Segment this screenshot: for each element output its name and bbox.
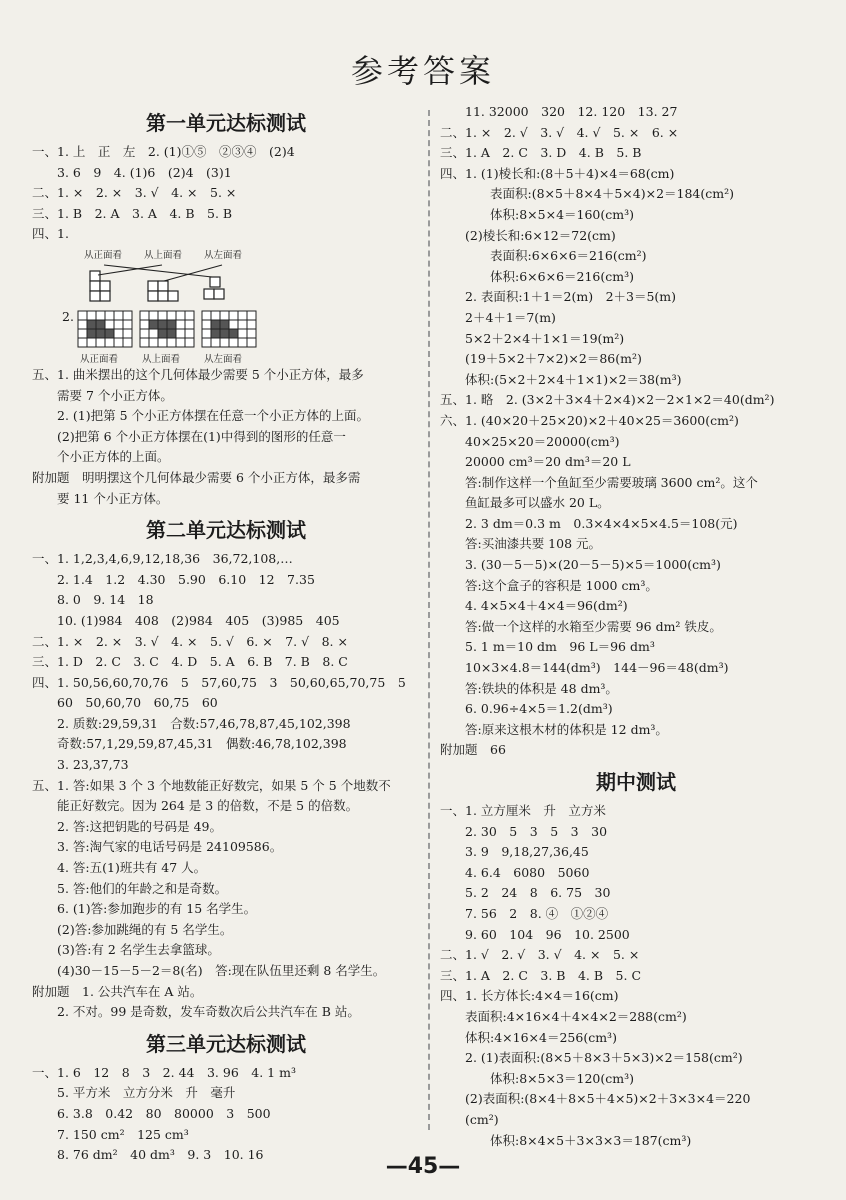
answer-line: 表面积:4×16×4＋4×4×2＝288(cm²)	[440, 1008, 687, 1024]
grid-cell	[229, 311, 238, 320]
grid-cell	[202, 338, 211, 347]
answer-line: 10×3×4.8＝144(dm³) 144－96＝48(dm³)	[440, 660, 729, 676]
answer-line: 2. (1)把第 5 个小正方体摆在任意一个小正方体的上面。	[32, 408, 370, 424]
section-title-unit3: 第三单元达标测试	[146, 1031, 306, 1056]
answer-line: 答:制作这样一个鱼缸至少需要玻璃 3600 cm²。这个	[440, 474, 758, 490]
answer-line: 20000 cm³＝20 dm³＝20 L	[440, 454, 631, 470]
section-title-unit2: 第二单元达标测试	[146, 518, 306, 543]
grid-cell	[238, 320, 247, 329]
view-grid-drawings	[32, 307, 272, 349]
answer-line: 个小正方体的上面。	[32, 449, 170, 465]
unit1-answers	[32, 142, 420, 245]
answer-line: 答:买油漆共要 108 元。	[440, 536, 602, 552]
answer-line: 四、1.	[32, 226, 69, 242]
grid-cell	[96, 338, 105, 347]
grid-cell	[167, 311, 176, 320]
answer-line: 答:原来这根木材的体积是 12 dm³。	[440, 721, 668, 737]
answer-line: 2. 3 dm＝0.3 m 0.3×4×4×5×4.5＝108(元)	[440, 515, 738, 531]
view-grid	[78, 311, 132, 347]
grid-cell	[140, 338, 149, 347]
grid-cell	[238, 311, 247, 320]
answer-line: 二、1. × 2. × 3. √ 4. × 5. √ 6. × 7. √ 8. ×	[32, 633, 348, 649]
grid-cell	[176, 338, 185, 347]
grid-cell	[105, 338, 114, 347]
answer-line: 一、1. 上 正 左 2. (1)①⑤ ②③④ (2)4	[32, 144, 295, 159]
answer-line: 5. 1 m＝10 dm 96 L＝96 dm³	[440, 639, 655, 655]
grid-cell	[96, 311, 105, 320]
answer-line: 六、1. (40×20＋25×20)×2＋40×25＝3600(cm²)	[440, 412, 739, 428]
page-title: 参考答案	[350, 52, 495, 90]
answer-line: 2. 1.4 1.2 4.30 5.90 6.10 12 7.35	[32, 571, 315, 587]
answer-line: 三、1. B 2. A 3. A 4. B 5. B	[32, 205, 233, 221]
grid-cell	[149, 338, 158, 347]
answer-line: 10. (1)984 408 (2)984 405 (3)985 405	[32, 612, 340, 628]
grid-cell	[114, 320, 123, 329]
answer-line: 2. 30 5 3 5 3 30	[440, 823, 608, 839]
grid-cell	[229, 338, 238, 347]
answer-line: (4)30－15－5－2＝8(名) 答:现在队伍里还剩 8 名学生。	[32, 963, 386, 978]
grid-cell	[176, 329, 185, 338]
grid-cell	[211, 320, 220, 329]
grid-cell	[87, 320, 96, 329]
grid-cell	[202, 320, 211, 329]
answer-line: 2. (1)表面积:(8×5＋8×3＋5×3)×2＝158(cm²)	[440, 1050, 743, 1066]
answer-line: 表面积:(8×5＋8×4＋5×4)×2＝184(cm²)	[440, 186, 735, 202]
grid-cell	[220, 338, 229, 347]
answer-line: 附加题 1. 公共汽车在 A 站。	[32, 983, 203, 999]
view-label-front: 从正面看	[84, 249, 123, 261]
answer-line: 2. 表面积:1＋1＝2(m) 2＋3＝5(m)	[440, 289, 677, 305]
answer-line: 4. 4×5×4＋4×4＝96(dm²)	[440, 598, 628, 614]
answer-line: 3. (30－5－5)×(20－5－5)×5＝1000(cm³)	[440, 557, 721, 573]
answer-line: 二、1. √ 2. √ 3. √ 4. × 5. ×	[440, 947, 640, 963]
answer-line: 答:铁块的体积是 48 dm³。	[440, 680, 618, 696]
grid-cell	[114, 311, 123, 320]
answer-line: (2)把第 6 个小正方体摆在(1)中得到的图形的任意一	[32, 428, 346, 444]
grid-cell	[176, 320, 185, 329]
grid-cell	[105, 311, 114, 320]
grid-cell	[185, 311, 194, 320]
view-grid	[140, 311, 194, 347]
answer-line: 3. 9 9,18,27,36,45	[440, 844, 589, 860]
grid-cell	[238, 338, 247, 347]
grid-cell	[114, 338, 123, 347]
grid-cell	[149, 329, 158, 338]
grid-cell	[211, 338, 220, 347]
grid-cell	[185, 338, 194, 347]
three-view-figure-2	[32, 307, 420, 365]
grid-label-left: 从左面看	[204, 353, 243, 365]
grid-cell	[149, 320, 158, 329]
answer-line: 2. 答:这把钥匙的号码是 49。	[32, 818, 222, 834]
answer-line: 鱼缸最多可以盛水 20 L。	[440, 495, 610, 511]
answer-line: 需要 7 个小正方体。	[32, 387, 173, 403]
unit3-answers	[32, 1063, 420, 1166]
grid-cell	[140, 320, 149, 329]
grid-cell	[158, 320, 167, 329]
answer-line: 要 11 个小正方体。	[32, 490, 169, 506]
answer-line: 二、1. × 2. × 3. √ 4. × 5. ×	[32, 185, 237, 201]
answer-line: 3. 6 9 4. (1)6 (2)4 (3)1	[32, 164, 232, 180]
answer-line: 5. 2 24 8 6. 75 30	[440, 885, 611, 901]
answer-line: 5. 答:他们的年龄之和是奇数。	[32, 880, 228, 896]
grid-cell	[78, 311, 87, 320]
answer-line: 40×25×20＝20000(cm³)	[440, 433, 620, 449]
grid-cell	[158, 311, 167, 320]
answer-line: 60 50,60,70 60,75 60	[32, 695, 218, 711]
answer-line: (2)表面积:(8×4＋8×5＋4×5)×2＋3×3×4＝220	[440, 1091, 751, 1107]
answer-line: 体积:(5×2＋2×4＋1×1)×2＝38(m³)	[440, 371, 682, 387]
page-number: —45—	[385, 1154, 461, 1179]
section-title-unit1: 第一单元达标测试	[146, 111, 306, 135]
answer-line: 9. 60 104 96 10. 2500	[440, 926, 630, 942]
grid-cell	[105, 320, 114, 329]
grid-cell	[140, 311, 149, 320]
grid-cell	[87, 329, 96, 338]
grid-cell	[78, 320, 87, 329]
answer-line: 7. 150 cm² 125 cm³	[32, 1126, 189, 1142]
answer-line: (2)答:参加跳绳的有 5 名学生。	[32, 921, 233, 937]
answer-line: 体积:8×5×4＝160(cm³)	[440, 206, 634, 222]
grid-cell	[211, 329, 220, 338]
unit2-answers	[32, 549, 420, 1023]
grid-cell	[123, 311, 132, 320]
answer-line: (19＋5×2＋7×2)×2＝86(m²)	[440, 351, 642, 367]
grid-cell	[220, 311, 229, 320]
answer-line: 8. 76 dm² 40 dm³ 9. 3 10. 16	[32, 1147, 264, 1163]
answer-line: 四、1. 长方体长:4×4＝16(cm)	[440, 988, 619, 1004]
answer-line: 答:这个盒子的容积是 1000 cm³。	[440, 577, 658, 593]
grid-cell	[78, 329, 87, 338]
grid-cell	[185, 320, 194, 329]
grid-cell	[211, 311, 220, 320]
answer-line: (cm²)	[440, 1111, 499, 1127]
unit3-answers-continued	[440, 102, 832, 761]
midterm-answers	[440, 801, 832, 1151]
grid-cell	[167, 329, 176, 338]
answer-line: 4. 答:五(1)班共有 47 人。	[32, 860, 207, 876]
answer-line: 三、1. A 2. C 3. B 4. B 5. C	[440, 967, 642, 983]
grid-cell	[220, 329, 229, 338]
grid-cell	[167, 338, 176, 347]
answer-line: 五、1. 曲米摆出的这个几何体最少需要 5 个小正方体，最多	[32, 366, 364, 382]
grid-cell	[123, 329, 132, 338]
three-view-figure-1	[32, 245, 420, 307]
right-column	[440, 102, 832, 1151]
answer-line: 5. 平方米 立方分米 升 毫升	[32, 1085, 236, 1101]
grid-cell	[149, 311, 158, 320]
answer-line: 11. 32000 320 12. 120 13. 27	[440, 104, 678, 119]
section-title-midterm: 期中测试	[596, 770, 676, 794]
answer-line: 7. 56 2 8. ④ ①②④	[440, 905, 609, 921]
grid-cell	[105, 329, 114, 338]
answer-line: 8. 0 9. 14 18	[32, 592, 154, 608]
grid-cell	[202, 329, 211, 338]
answer-line: 一、1. 1,2,3,4,6,9,12,18,36 36,72,108,…	[32, 551, 293, 567]
answer-line: 2＋4＋1＝7(m)	[440, 309, 556, 325]
answer-line: 奇数:57,1,29,59,87,45,31 偶数:46,78,102,398	[32, 736, 347, 752]
grid-cell	[123, 320, 132, 329]
view-label-left: 从左面看	[204, 249, 243, 261]
view-label-top: 从上面看	[144, 249, 183, 261]
answer-line: 四、1. (1)棱长和:(8＋5＋4)×4＝68(cm)	[440, 165, 675, 181]
answer-line: 能正好数完。因为 264 是 3 的倍数，不是 5 的倍数。	[32, 798, 359, 814]
left-column	[32, 102, 420, 1166]
grid-cell	[202, 311, 211, 320]
answer-line: 附加题 明明摆这个几何体最少需要 6 个小正方体，最多需	[32, 469, 361, 485]
grid-cell	[158, 338, 167, 347]
answer-line: 体积:8×5×3＝120(cm³)	[440, 1070, 634, 1086]
grid-cell	[96, 329, 105, 338]
answer-line: 四、1. 50,56,60,70,76 5 57,60,75 3 50,60,65,70,75 5	[32, 674, 406, 690]
answer-line: (2)棱长和:6×12＝72(cm)	[440, 227, 616, 243]
grid-cell	[247, 338, 256, 347]
answer-line: 附加题 66	[440, 742, 506, 758]
grid-cell	[238, 329, 247, 338]
answer-line: 6. (1)答:参加跑步的有 15 名学生。	[32, 901, 257, 917]
grid-cell	[185, 329, 194, 338]
grid-cell	[114, 329, 123, 338]
column-divider	[428, 110, 430, 1130]
view-grid	[202, 311, 256, 347]
answer-line: 体积:8×4×5＋3×3×3＝187(cm³)	[440, 1132, 692, 1148]
answer-line: (3)答:有 2 名学生去拿篮球。	[32, 942, 220, 958]
grid-cell	[96, 320, 105, 329]
answer-line: 5×2＋2×4＋1×1＝19(m²)	[440, 330, 625, 346]
grid-cell	[247, 311, 256, 320]
answer-line: 三、1. D 2. C 3. C 4. D 5. A 6. B 7. B 8. C	[32, 654, 348, 670]
answer-line: 4. 6.4 6080 5060	[440, 864, 590, 880]
answer-line: 二、1. × 2. √ 3. √ 4. √ 5. × 6. ×	[440, 124, 679, 140]
grid-cell	[140, 329, 149, 338]
answer-line: 一、1. 立方厘米 升 立方米	[440, 803, 606, 818]
answer-line: 体积:6×6×6＝216(cm³)	[440, 268, 634, 284]
answer-line: 2. 质数:29,59,31 合数:57,46,78,87,45,102,398	[32, 715, 351, 731]
answer-line: 三、1. A 2. C 3. D 4. B 5. B	[440, 145, 642, 161]
grid-cell	[158, 329, 167, 338]
answer-line: 五、1. 答:如果 3 个 3 个地数能正好数完，如果 5 个 5 个地数不	[32, 777, 391, 793]
answer-line: 五、1. 略 2. (3×2＋3×4＋2×4)×2－2×1×2＝40(dm²)	[440, 392, 775, 408]
unit1-answers-continued	[32, 365, 420, 509]
grid-cell	[87, 311, 96, 320]
grid-cell	[247, 329, 256, 338]
grid-cell	[167, 320, 176, 329]
answer-line: 2. 不对。99 是奇数，发车奇数次后公共汽车在 B 站。	[32, 1004, 360, 1020]
grid-cell	[176, 311, 185, 320]
grid-label-top: 从上面看	[142, 353, 181, 365]
answer-line: 3. 23,37,73	[32, 757, 129, 773]
answer-line: 体积:4×16×4＝256(cm³)	[440, 1029, 617, 1045]
answer-line: 表面积:6×6×6＝216(cm²)	[440, 248, 647, 264]
figure-2-number: 2.	[62, 308, 74, 324]
answer-line: 一、1. 6 12 8 3 2. 44 3. 96 4. 1 m³	[32, 1064, 296, 1080]
grid-cell	[229, 329, 238, 338]
answer-line: 答:做一个这样的水箱至少需要 96 dm² 铁皮。	[440, 618, 722, 634]
grid-cell	[229, 320, 238, 329]
answer-line: 6. 3.8 0.42 80 80000 3 500	[32, 1105, 271, 1121]
grid-cell	[220, 320, 229, 329]
answer-line: 6. 0.96÷4×5＝1.2(dm³)	[440, 701, 613, 717]
grid-cell	[247, 320, 256, 329]
answer-line: 3. 答:淘气家的电话号码是 24109586。	[32, 839, 283, 855]
grid-cell	[78, 338, 87, 347]
grid-cell	[123, 338, 132, 347]
grid-cell	[87, 338, 96, 347]
grid-label-front: 从正面看	[80, 353, 119, 365]
